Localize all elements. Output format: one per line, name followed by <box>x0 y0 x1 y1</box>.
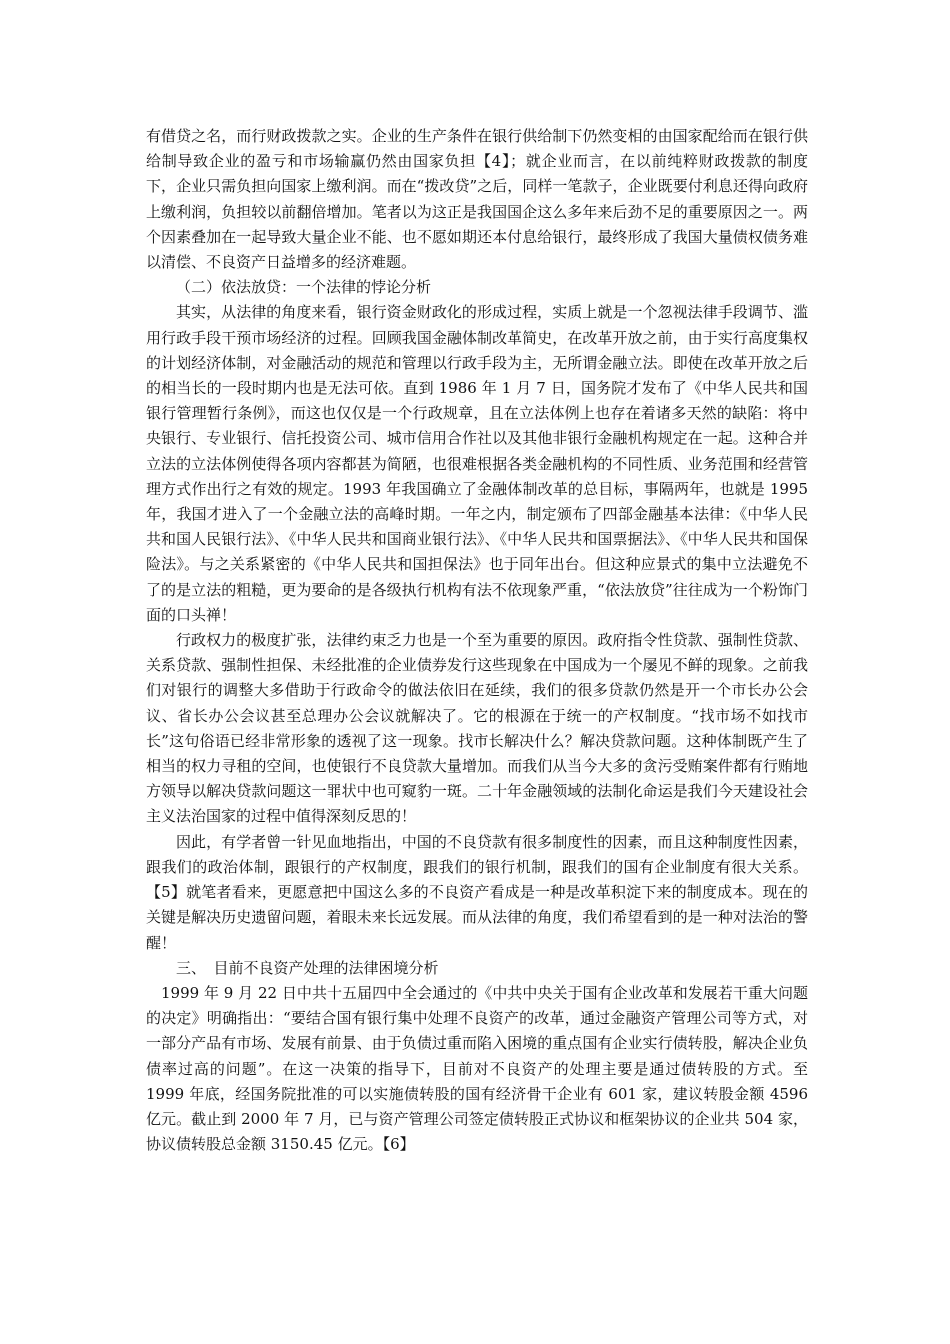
paragraph-administrative-power: 行政权力的极度扩张，法律约束乏力也是一个至为重要的原因。政府指令性贷款、强制性贷款、关系贷款、强制性担保、未经批准的企业债券发行这些现象在中国成为一个屡见不鲜的现象。之前我们对银行的调整大多借助于行政命令的做法依旧在延续，我们的很多贷款仍然是开一个市长办公会议、省长办公会议甚至总理办公会议就解决了。它的根源在于统一的产权制度。“找市场不如找市长”这句俗语已经非常形象的透视了这一现象。找市长解决什么？解决贷款问题。这种体制既产生了相当的权力寻租的空间，也使银行不良贷款大量增加。而我们从当今大多的贪污受贿案件都有行贿地方领导以解决贷款问题这一罪状中也可窥豹一斑。二十年金融领域的法制化命运是我们今天建设社会主义法治国家的过程中值得深刻反思的！ <box>146 631 808 826</box>
section-heading-legal-dilemma: 三、 目前不良资产处理的法律困境分析 <box>176 958 439 977</box>
paragraph-institutional-factors: 因此，有学者曾一针见血地指出，中国的不良贷款有很多制度性的因素，而且这种制度性因素，跟我们的政治体制，跟银行的产权制度，跟我们的银行机制，跟我们的国有企业制度有很大关系。【5】就笔者看来，更愿意把中国这么多的不良资产看成是一种是改革积淀下来的制度成本。现在的关键是解决历史遗留问题，着眼未来长远发展。而从法律的角度，我们希望看到的是一种对法治的警醒！ <box>146 832 808 952</box>
paragraph-legal-history: 其实，从法律的角度来看，银行资金财政化的形成过程，实质上就是一个忽视法律手段调节、滥用行政手段干预市场经济的过程。回顾我国金融体制改革简史，在改革开放之前，由于实行高度集权的计划经济体制，对金融活动的规范和管理以行政手段为主，无所谓金融立法。即使在改革开放之后的相当长的一段时期内也是无法可依。直到 1986 年 1 月 7 日，国务院才发布了《中华人民共和国银行管理暂行条例》，而这也仅仅是一个行政规章，且在立法体例上也存在着诸多天然的缺陷：将中央银行、专业银行、信托投资公司、城市信用合作社以及其他非银行金融机构规定在一起。这种合并立法的立法体例使得各项内容都甚为简陋，也很难根据各类金融机构的不同性质、业务范围和经营管理方式作出行之有效的规定。1993 年我国确立了金融体制改革的总目标，事隔两年，也就是 1995 年，我国才进入了一个金融立法的高峰时期。一年之内，制定颁布了四部金融基本法律：《中华人民共和国人民银行法》、《中华人民共和国商业银行法》、《中华人民共和国票据法》、《中华人民共和国保险法》。与之关系紧密的《中华人民共和国担保法》也于同年出台。但这种应景式的集中立法避免不了的是立法的粗糙，更为要命的是各级执行机构有法不依现象严重，“依法放贷”往往成为一个粉饰门面的口头禅！ <box>146 303 808 624</box>
section-heading-legal-lending: （二）依法放贷：一个法律的悖论分析 <box>176 278 432 297</box>
paragraph-debt-equity-swap: 1999 年 9 月 22 日中共十五届四中全会通过的《中共中央关于国有企业改革和发展若干重大问题的决定》明确指出：“要结合国有银行集中处理不良资产的改革，通过金融资产管理公司等方式，对一部分产品有市场、发展有前景、由于负债过重而陷入困境的重点国有企业实行债转股，解决企业负债率过高的问题”。在这一决策的指导下，目前对不良资产的处理主要是通过债转股的方式。至 1999 年底，经国务院批准的可以实施债转股的国有经济骨干企业有 601 家，建议转股金额 4596 亿元。截止到 2000 年 7 月，已与资产管理公司签定债转股正式协议和框架协议的企业共 504 家，协议债转股总金额 3150.45 亿元。【6】 <box>146 983 808 1154</box>
paragraph-continuation: 有借贷之名，而行财政拨款之实。企业的生产条件在银行供给制下仍然变相的由国家配给而在银行供给制导致企业的盈亏和市场输赢仍然由国家负担【4】；就企业而言，在以前纯粹财政拨款的制度下，企业只需负担向国家上缴利润。而在“拨改贷”之后，同样一笔款子，企业既要付利息还得向政府上缴利润，负担较以前翻倍增加。笔者以为这正是我国国企这么多年来后劲不足的重要原因之一。两个因素叠加在一起导致大量企业不能、也不愿如期还本付息给银行，最终形成了我国大量债权债务难以清偿、不良资产日益增多的经济难题。 <box>146 127 808 272</box>
document-page <box>146 124 808 1157</box>
